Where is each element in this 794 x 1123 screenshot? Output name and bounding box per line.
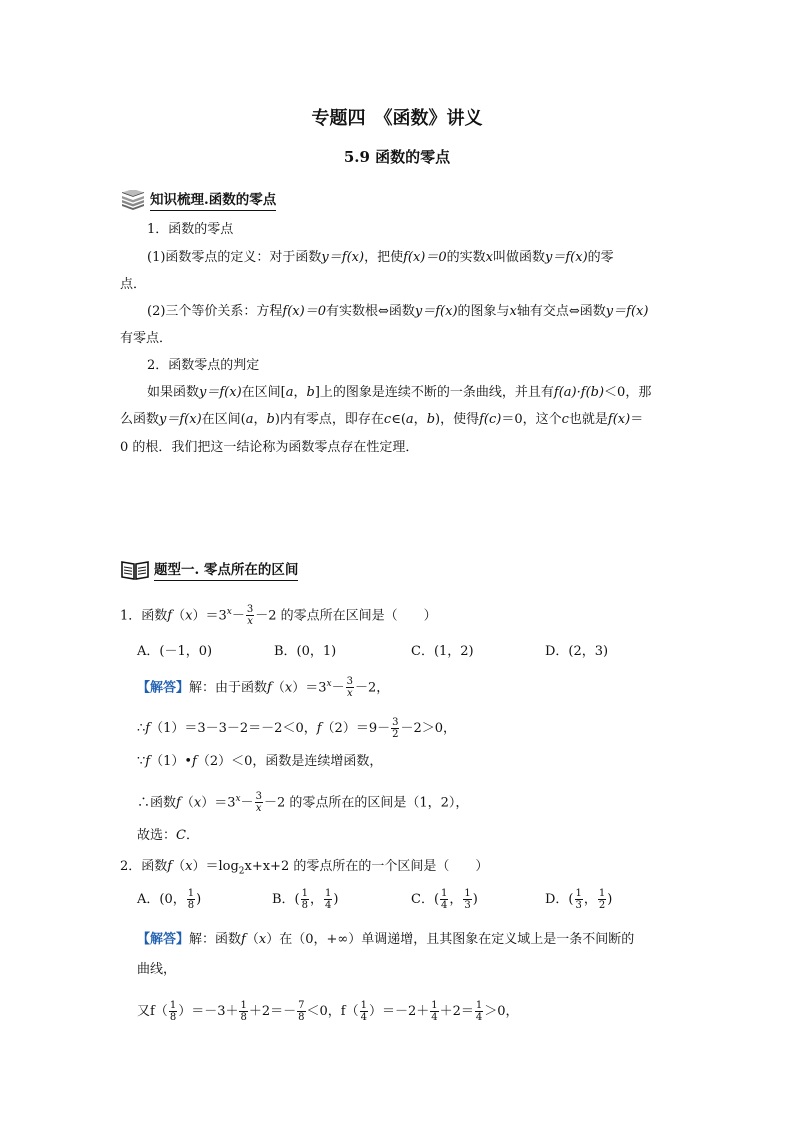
fraction: $\frac{1}{4}$	[431, 1000, 438, 1023]
q1-answer-line-2: ∴f（1）＝3－3－2＝－2＜0，f（2）＝9－ $\frac{3}{2}$ －2＞0，	[137, 717, 457, 740]
definition-paragraph: (1)函数零点的定义：对于函数y＝f(x)，把使f(x)＝0的实数x叫做函数y＝f(x)的零	[147, 250, 614, 265]
fraction: $\frac{1}{2}$	[598, 888, 606, 911]
fraction: $\frac{1}{4}$	[441, 888, 448, 911]
knowledge-section-label: 知识梳理.函数的零点	[150, 188, 276, 211]
fraction: $\frac{3}{x}$	[346, 676, 353, 700]
q2-answer-line-2: 曲线，	[137, 962, 177, 977]
q2-option-a: A．(0， $\frac{1}{8}$ )	[137, 888, 202, 911]
knowledge-section-header	[120, 188, 276, 211]
q2-option-d: D．( $\frac{1}{3}$ ， $\frac{1}{2}$ )	[545, 888, 613, 911]
fraction: $\frac{3}{x}$	[255, 791, 262, 815]
q1-option-c: C．(1，2)	[411, 644, 474, 659]
q1-option-a: A．(－1，0)	[137, 644, 213, 659]
heading-zero-of-function: 1．函数的零点	[147, 222, 234, 237]
fraction: $\frac{1}{8}$	[169, 1000, 177, 1023]
fraction: $\frac{1}{4}$	[325, 888, 332, 911]
fraction: $\frac{1}{4}$	[475, 1000, 483, 1023]
fraction: $\frac{1}{3}$	[575, 888, 582, 911]
fraction: $\frac{1}{8}$	[301, 888, 309, 911]
q1-answer-line-4: ∴函数$f(x)=3^x-$ $\frac{3}{x}$ －2 的零点所在的区间是（1，2），	[137, 791, 469, 815]
q1-answer-line-3: ∵f（1）•f（2）＜0，函数是连续增函数，	[137, 754, 383, 769]
fraction: $\frac{1}{8}$	[187, 888, 195, 911]
q1-answer-line-5: 故选：C．	[137, 828, 199, 843]
fraction: $\frac{7}{8}$	[298, 1000, 305, 1023]
q1-answer-line-1: 【解答】解：由于函数$f(x)=3^x-$ $\frac{3}{x}$ －2，	[137, 676, 390, 700]
open-book-icon	[120, 559, 150, 581]
theorem-line-1: 如果函数y＝f(x)在区间[a，b]上的图象是连续不断的一条曲线，并且有f(a)·f(b)＜0，那	[147, 385, 652, 400]
fraction: $\frac{3}{x}$	[246, 604, 254, 628]
type1-section-label: 题型一. 零点所在的区间	[154, 558, 298, 581]
q2-option-c: C．( $\frac{1}{4}$ ， $\frac{1}{3}$ )	[411, 888, 478, 911]
definition-paragraph-cont: 点．	[120, 277, 147, 292]
q2-option-b: B．( $\frac{1}{8}$ ， $\frac{1}{4}$ )	[272, 888, 339, 911]
q2-answer-line-3: 又f（ $\frac{1}{8}$ ）＝－3＋ $\frac{1}{8}$ ＋2＝－ $\frac{7}{8}$ ＜0，f（ $\frac{1}{4}$ ）＝－2＋ $\frac{1}{4}$ ＋2＝ $\frac{1}{4}$ ＞0，	[137, 1000, 519, 1023]
equivalence-paragraph: (2)三个等价关系：方程f(x)＝0有实数根⇔函数y＝f(x)的图象与x轴有交点⇔函数y＝f(x)	[147, 304, 649, 319]
fraction: $\frac{1}{4}$	[360, 1000, 367, 1023]
theorem-line-3: 0 的根．我们把这一结论称为函数零点存在性定理．	[120, 440, 419, 455]
q1-stem: 1．函数$f(x)=3^x-$ $\frac{3}{x}$ －2 的零点所在区间是（ ）	[120, 604, 437, 628]
q1-option-b: B．(0，1)	[274, 644, 337, 659]
answer-tag: 【解答】	[137, 932, 190, 947]
fraction: $\frac{1}{3}$	[464, 888, 471, 911]
theorem-line-2: 么函数y＝f(x)在区间(a，b)内有零点，即存在c∈(a，b)，使得f(c)＝0，这个c也就是f(x)＝	[120, 412, 644, 427]
page-title: 专题四 《函数》讲义	[311, 108, 483, 129]
equivalence-paragraph-cont: 有零点．	[120, 331, 173, 346]
fraction: $\frac{3}{2}$	[392, 717, 399, 740]
q2-stem: 2．函数$f(x)=\log_2x+x+2$ 的零点所在的一个区间是（ ）	[120, 859, 489, 877]
page-subtitle: 5.9 函数的零点	[343, 148, 451, 166]
books-icon	[120, 190, 146, 210]
q2-answer-line-1: 【解答】解：函数f（x）在（0，+∞）单调递增，且其图象在定义域上是一条不间断的	[137, 932, 635, 947]
heading-zero-determination: 2．函数零点的判定	[147, 358, 260, 373]
fraction: $\frac{1}{8}$	[240, 1000, 247, 1023]
answer-tag: 【解答】	[137, 680, 190, 696]
type1-section-header	[120, 558, 298, 581]
q1-option-d: D．(2，3)	[545, 644, 609, 659]
